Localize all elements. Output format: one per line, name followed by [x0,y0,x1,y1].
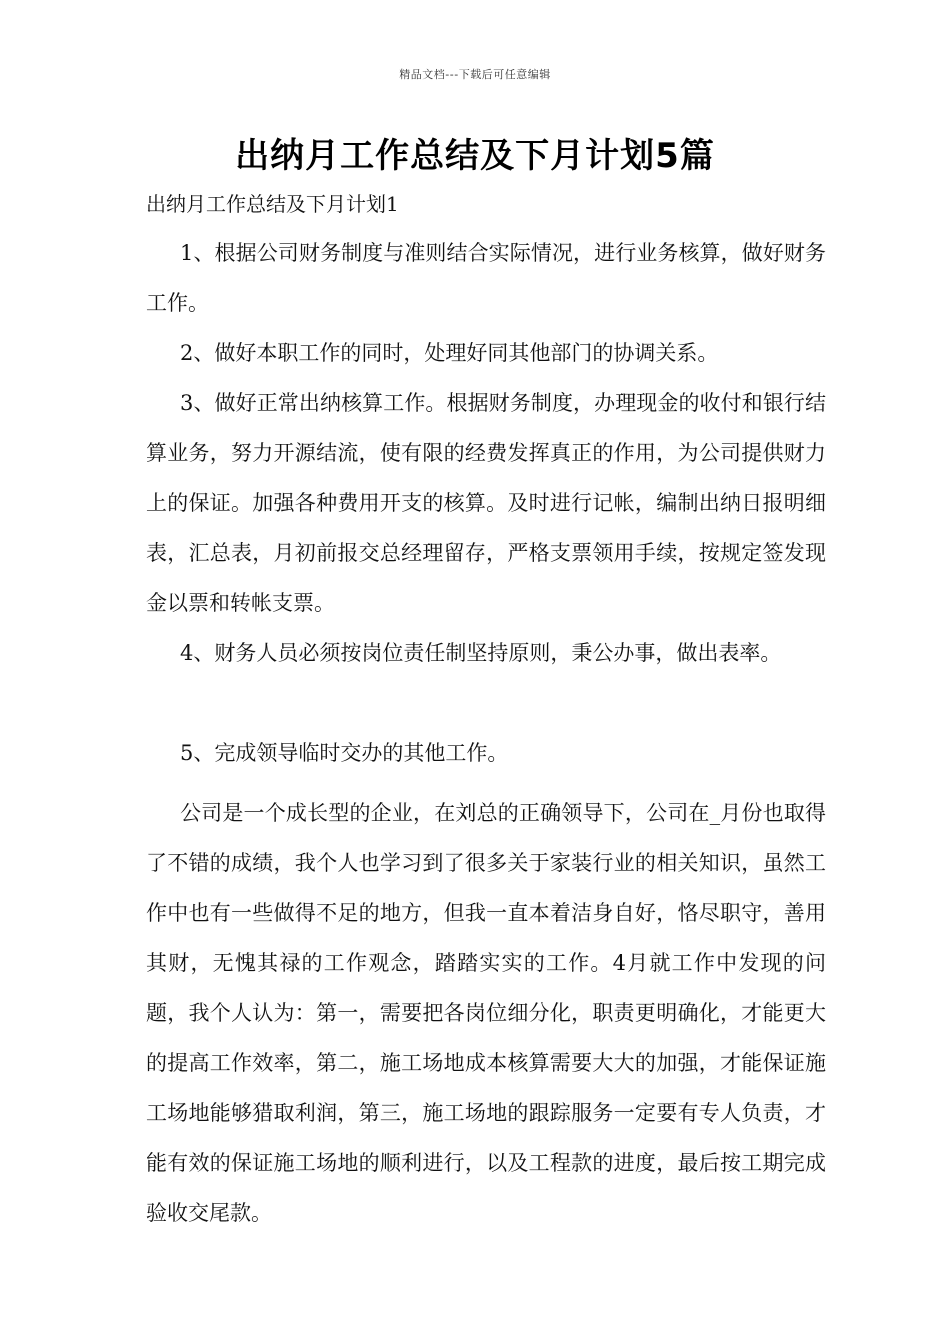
paragraph-4: 4、财务人员必须按岗位责任制坚持原则，秉公办事，做出表率。 [180,641,782,665]
document-title: 出纳月工作总结及下月计划5篇 [235,136,715,176]
paragraph-3: 3、做好正常出纳核算工作。根据财务制度，办理现金的收付和银行结算业务，努力开源结流，使有限的经费发挥真正的作用，为公司提供财力上的保证。加强各种费用开支的核算。及时进行记帐，编制出纳日报明细表，汇总表，月初前报交总经理留存，严格支票领用手续，按规定签发现金以票和转帐支票。 [146,391,826,615]
paragraph-5: 5、完成领导临时交办的其他工作。 [180,741,509,765]
header-note: 精品文档---下载后可任意编辑 [399,68,551,81]
section-subtitle: 出纳月工作总结及下月计划1 [146,192,399,216]
paragraph-6: 公司是一个成长型的企业，在刘总的正确领导下，公司在_月份也取得了不错的成绩，我个人也学习到了很多关于家装行业的相关知识，虽然工作中也有一些做得不足的地方，但我一直本着洁身自好，恪尽职守，善用其财，无愧其禄的工作观念，踏踏实实的工作。4月就工作中发现的问题，我个人认为：第一，需要把各岗位细分化，职责更明确化，才能更大的提高工作效率，第二，施工场地成本核算需要大大的加强，才能保证施工场地能够猎取利润，第三，施工场地的跟踪服务一定要有专人负责，才能有效的保证施工场地的顺利进行，以及工程款的进度，最后按工期完成验收交尾款。 [146,801,826,1225]
paragraph-1: 1、根据公司财务制度与准则结合实际情况，进行业务核算，做好财务工作。 [146,241,826,315]
paragraph-2: 2、做好本职工作的同时，处理好同其他部门的协调关系。 [180,341,719,365]
document-body [146,228,826,1238]
